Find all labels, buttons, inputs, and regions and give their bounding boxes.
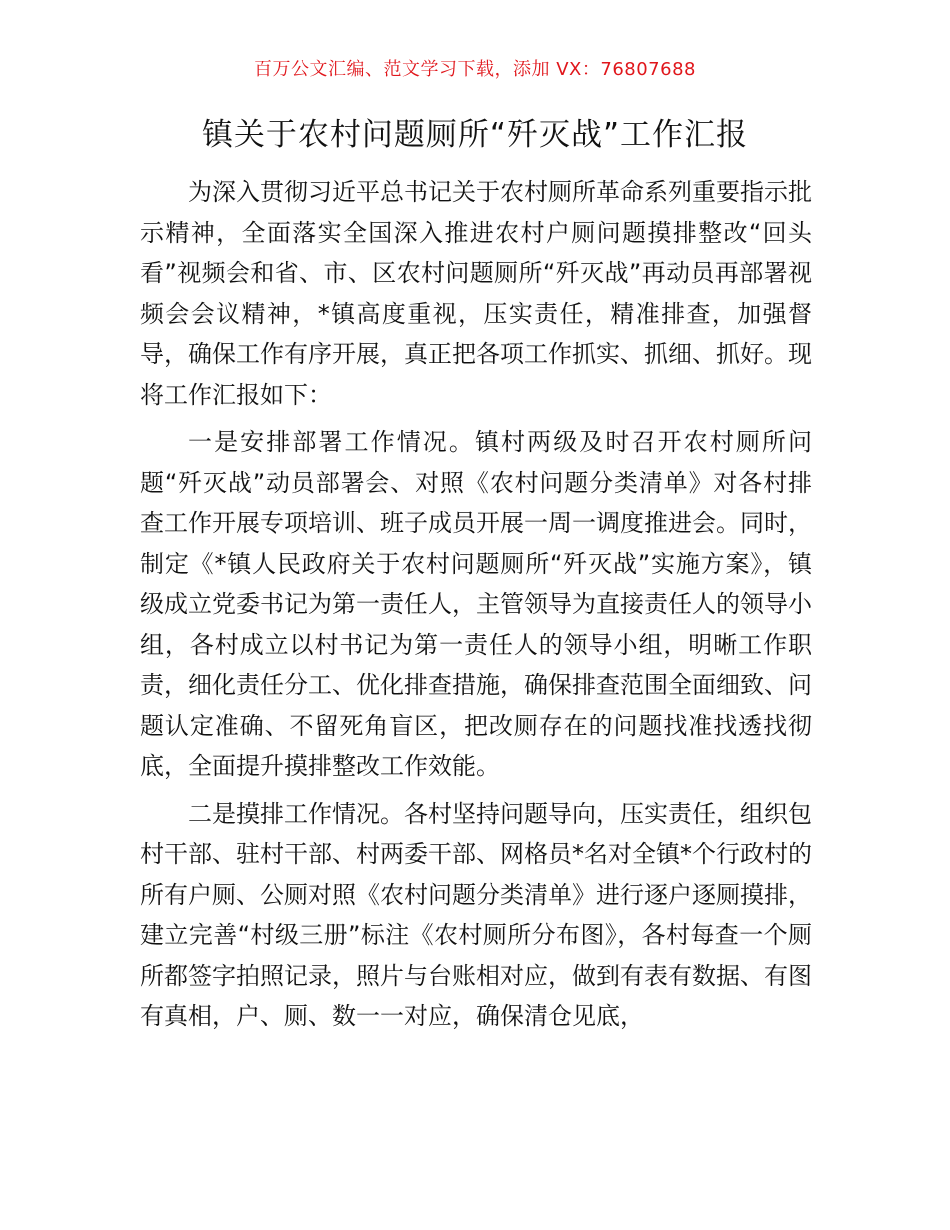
watermark-banner: 百万公文汇编、范文学习下载，添加 VX：76807688 [254, 59, 696, 80]
paragraph-intro: 为深入贯彻习近平总书记关于农村厕所革命系列重要指示批示精神，全面落实全国深入推进农村户厕问题摸排整改“回头看”视频会和省、市、区农村问题厕所“歼灭战”再动员再部署视频会会议精神，*镇高度重视，压实责任，精准排查，加强督导，确保工作有序开展，真正把各项工作抓实、抓细、抓好。现将工作汇报如下： [140, 178, 812, 409]
document-title: 镇关于农村问题厕所“歼灭战”工作汇报 [201, 117, 749, 153]
document-body [140, 172, 812, 1037]
paragraph-deployment: 一是安排部署工作情况。镇村两级及时召开农村厕所问题“歼灭战”动员部署会、对照《农村问题分类清单》对各村排查工作开展专项培训、班子成员开展一周一调度推进会。同时，制定《*镇人民政府关于农村问题厕所“歼灭战”实施方案》，镇级成立党委书记为第一责任人，主管领导为直接责任人的领导小组，各村成立以村书记为第一责任人的领导小组，明晰工作职责，细化责任分工、优化排查措施，确保排查范围全面细致、问题认定准确、不留死角盲区，把改厕存在的问题找准找透找彻底，全面提升摸排整改工作效能。 [140, 428, 812, 780]
paragraph-investigation: 二是摸排工作情况。各村坚持问题导向，压实责任，组织包村干部、驻村干部、村两委干部、网格员*名对全镇*个行政村的所有户厕、公厕对照《农村问题分类清单》进行逐户逐厕摸排，建立完善“村级三册”标注《农村厕所分布图》，各村每查一个厕所都签字拍照记录，照片与台账相对应，做到有表有数据、有图有真相，户、厕、数一一对应，确保清仓见底， [140, 799, 812, 1030]
